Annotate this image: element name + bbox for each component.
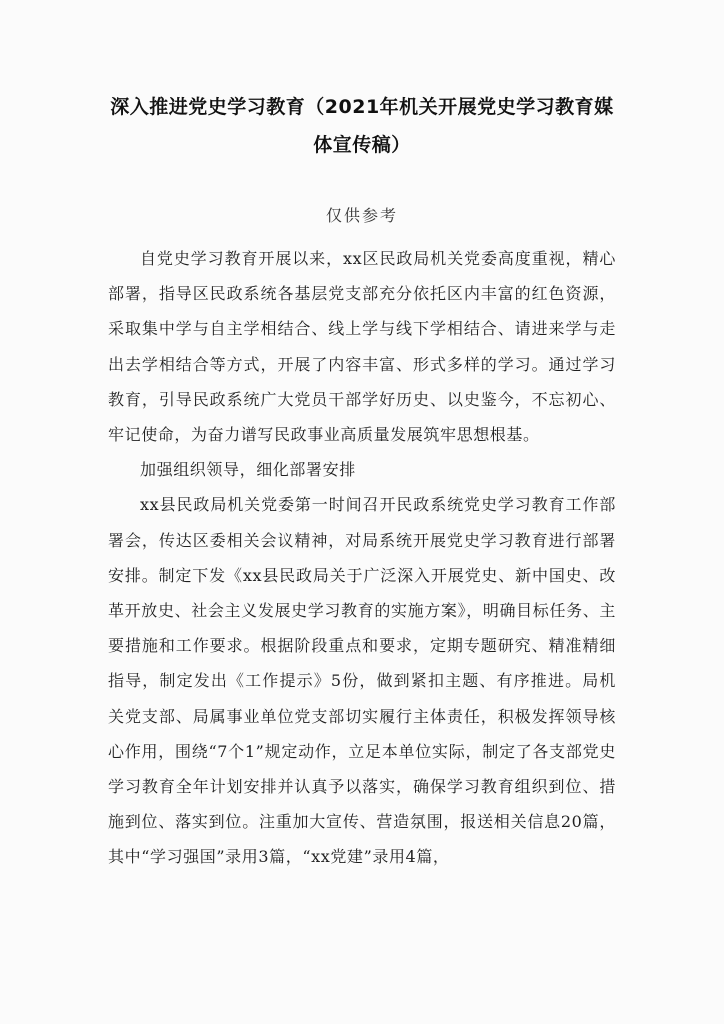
document-body xyxy=(108,241,616,875)
reference-note: 仅供参考 xyxy=(325,206,398,225)
document-title xyxy=(108,88,616,164)
section-heading: 加强组织领导，细化部署安排 xyxy=(140,460,356,480)
intro-paragraph: 自党史学习教育开展以来，xx区民政局机关党委高度重视，精心部署，指导区民政系统各基层党支部充分依托区内丰富的红色资源，采取集中学与自主学相结合、线上学与线下学相结合、请进来学与走出去学相结合等方式，开展了内容丰富、形式多样的学习。通过学习教育，引导民政系统广大党员干部学好历史、以史鉴今，不忘初心、牢记使命，为奋力谱写民政事业高质量发展筑牢思想根基。 xyxy=(108,249,616,445)
title-line-1: 深入推进党史学习教育（2021年机关开展党史学习教育媒 xyxy=(110,96,614,118)
title-line-2: 体宣传稿） xyxy=(313,134,411,156)
section-paragraph: xx县民政局机关党委第一时间召开民政系统党史学习教育工作部署会，传达区委相关会议精神，对局系统开展党史学习教育进行部署安排。制定下发《xx县民政局关于广泛深入开展党史、新中国史、改革开放史、社会主义发展史学习教育的实施方案》，明确目标任务、主要措施和工作要求。根据阶段重点和要求，定期专题研究、精准精细指导，制定发出《工作提示》5份，做到紧扣主题、有序推进。局机关党支部、局属事业单位党支部切实履行主体责任，积极发挥领导核心作用，围绕“7个1”规定动作，立足本单位实际，制定了各支部党史学习教育全年计划安排并认真予以落实，确保学习教育组织到位、措施到位、落实到位。注重加大宣传、营造氛围，报送相关信息20篇，其中“学习强国”录用3篇，“xx党建”录用4篇， xyxy=(108,495,616,867)
